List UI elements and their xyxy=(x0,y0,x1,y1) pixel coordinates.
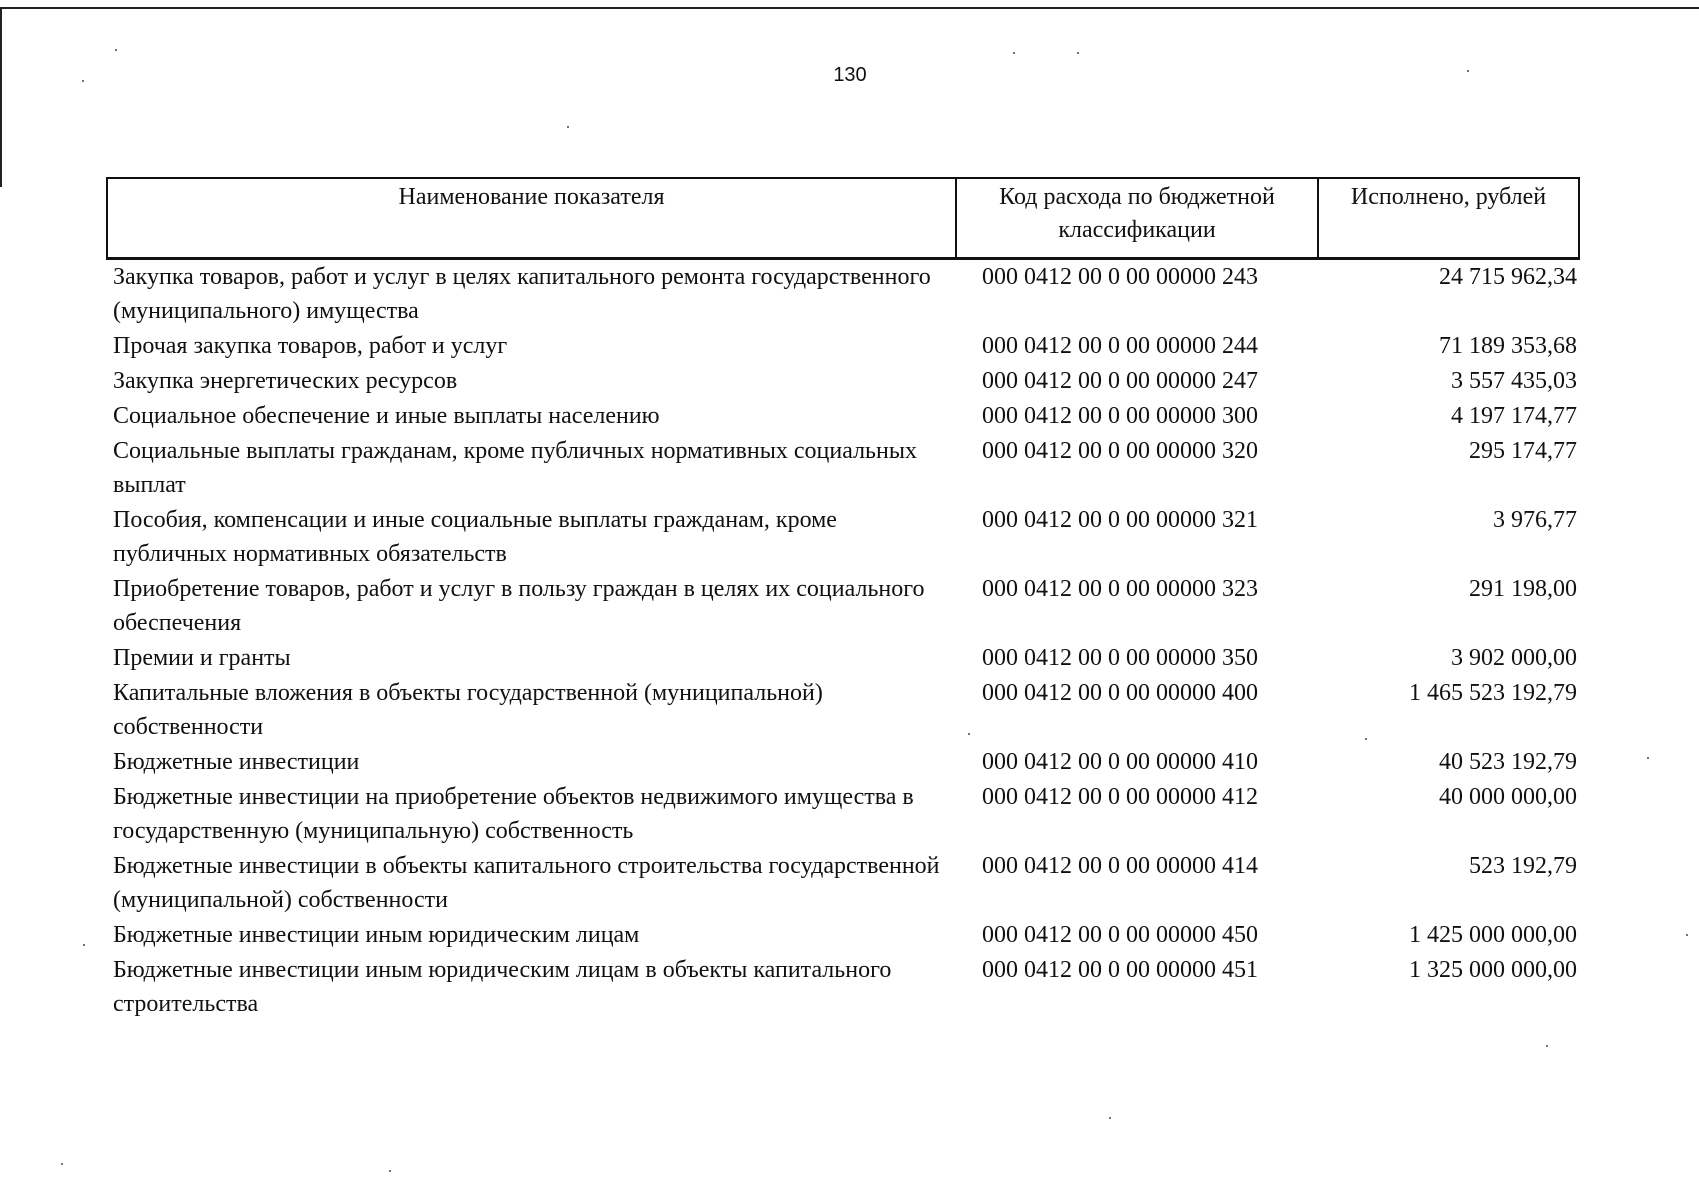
indicator-name-cell: Закупка энергетических ресурсов xyxy=(113,368,458,394)
indicator-name-cell: Бюджетные инвестиции иным юридическим лицам xyxy=(113,922,640,948)
indicator-name-cell: Капитальные вложения в объекты государственной (муниципальной) собственности xyxy=(113,680,823,740)
budget-code-cell: 000 0412 00 0 00 00000 300 xyxy=(982,403,1258,429)
table-row xyxy=(107,259,1579,330)
scan-speck xyxy=(1013,52,1015,54)
indicator-name-cell: Бюджетные инвестиции в объекты капитального строительства государственной (муниципальной) собственности xyxy=(113,853,940,913)
scan-speck xyxy=(1546,1045,1548,1047)
table-row xyxy=(107,953,1579,1022)
indicator-name-cell: Социальное обеспечение и иные выплаты населению xyxy=(113,403,660,429)
scan-speck xyxy=(389,1170,391,1172)
executed-amount-cell: 40 000 000,00 xyxy=(1439,784,1577,810)
table-row xyxy=(107,918,1579,953)
scan-speck xyxy=(82,80,84,82)
executed-amount-cell: 24 715 962,34 xyxy=(1439,264,1577,290)
budget-code-cell: 000 0412 00 0 00 00000 450 xyxy=(982,922,1258,948)
budget-code-cell: 000 0412 00 0 00 00000 414 xyxy=(982,853,1258,879)
indicator-name-cell: Бюджетные инвестиции xyxy=(113,749,360,775)
budget-code-cell: 000 0412 00 0 00 00000 321 xyxy=(982,507,1258,533)
executed-amount-cell: 1 425 000 000,00 xyxy=(1409,922,1577,948)
scan-speck xyxy=(1077,52,1079,54)
indicator-name-cell: Пособия, компенсации и иные социальные выплаты гражданам, кроме публичных нормативных обязательств xyxy=(113,507,837,567)
table-header-row xyxy=(107,178,1579,259)
scan-frame-left-edge xyxy=(0,7,2,187)
budget-code-cell: 000 0412 00 0 00 00000 410 xyxy=(982,749,1258,775)
budget-table-container xyxy=(106,177,1578,1022)
scan-speck xyxy=(61,1163,63,1165)
table-row xyxy=(107,399,1579,434)
budget-code-cell: 000 0412 00 0 00 00000 400 xyxy=(982,680,1258,706)
header-budget-code: Код расхода по бюджетной классификации xyxy=(956,178,1318,259)
scan-speck xyxy=(567,126,569,128)
executed-amount-cell: 3 902 000,00 xyxy=(1451,645,1577,671)
budget-execution-table xyxy=(106,177,1580,1022)
budget-code-cell: 000 0412 00 0 00 00000 243 xyxy=(982,264,1258,290)
executed-amount-cell: 71 189 353,68 xyxy=(1439,333,1577,359)
table-body xyxy=(107,259,1579,1023)
page-number: 130 xyxy=(833,64,867,86)
executed-amount-cell: 523 192,79 xyxy=(1469,853,1577,879)
scan-speck xyxy=(1647,757,1649,759)
indicator-name-cell: Закупка товаров, работ и услуг в целях капитального ремонта государственного (муниципального) имущества xyxy=(113,264,931,324)
indicator-name-cell: Приобретение товаров, работ и услуг в пользу граждан в целях их социального обеспечения xyxy=(113,576,925,636)
budget-code-cell: 000 0412 00 0 00 00000 350 xyxy=(982,645,1258,671)
executed-amount-cell: 3 976,77 xyxy=(1493,507,1577,533)
executed-amount-cell: 291 198,00 xyxy=(1469,576,1577,602)
executed-amount-cell: 4 197 174,77 xyxy=(1451,403,1577,429)
indicator-name-cell: Бюджетные инвестиции иным юридическим лицам в объекты капитального строительства xyxy=(113,957,892,1017)
scan-speck xyxy=(1467,70,1469,72)
executed-amount-cell: 40 523 192,79 xyxy=(1439,749,1577,775)
table-row xyxy=(107,676,1579,745)
indicator-name-cell: Прочая закупка товаров, работ и услуг xyxy=(113,333,508,359)
budget-code-cell: 000 0412 00 0 00 00000 244 xyxy=(982,333,1258,359)
table-row xyxy=(107,503,1579,572)
table-row xyxy=(107,745,1579,780)
indicator-name-cell: Премии и гранты xyxy=(113,645,291,671)
table-row xyxy=(107,780,1579,849)
table-row xyxy=(107,572,1579,641)
table-header xyxy=(107,178,1579,259)
scan-speck xyxy=(1109,1117,1111,1119)
executed-amount-cell: 295 174,77 xyxy=(1469,438,1577,464)
budget-code-cell: 000 0412 00 0 00 00000 247 xyxy=(982,368,1258,394)
scan-speck xyxy=(1686,934,1688,936)
executed-amount-cell: 1 465 523 192,79 xyxy=(1409,680,1577,706)
table-row xyxy=(107,641,1579,676)
header-executed-rubles: Исполнено, рублей xyxy=(1318,178,1579,259)
table-row xyxy=(107,434,1579,503)
header-indicator-name: Наименование показателя xyxy=(107,178,956,259)
scan-frame-top-edge xyxy=(0,7,1699,9)
executed-amount-cell: 1 325 000 000,00 xyxy=(1409,957,1577,983)
budget-code-cell: 000 0412 00 0 00 00000 451 xyxy=(982,957,1258,983)
scan-speck xyxy=(83,944,85,946)
scan-speck xyxy=(115,49,117,51)
indicator-name-cell: Бюджетные инвестиции на приобретение объектов недвижимого имущества в государственную (муниципальную) собственность xyxy=(113,784,914,844)
executed-amount-cell: 3 557 435,03 xyxy=(1451,368,1577,394)
table-row xyxy=(107,849,1579,918)
budget-code-cell: 000 0412 00 0 00 00000 412 xyxy=(982,784,1258,810)
indicator-name-cell: Социальные выплаты гражданам, кроме публичных нормативных социальных выплат xyxy=(113,438,917,498)
budget-code-cell: 000 0412 00 0 00 00000 323 xyxy=(982,576,1258,602)
table-row xyxy=(107,364,1579,399)
budget-code-cell: 000 0412 00 0 00 00000 320 xyxy=(982,438,1258,464)
table-row xyxy=(107,329,1579,364)
